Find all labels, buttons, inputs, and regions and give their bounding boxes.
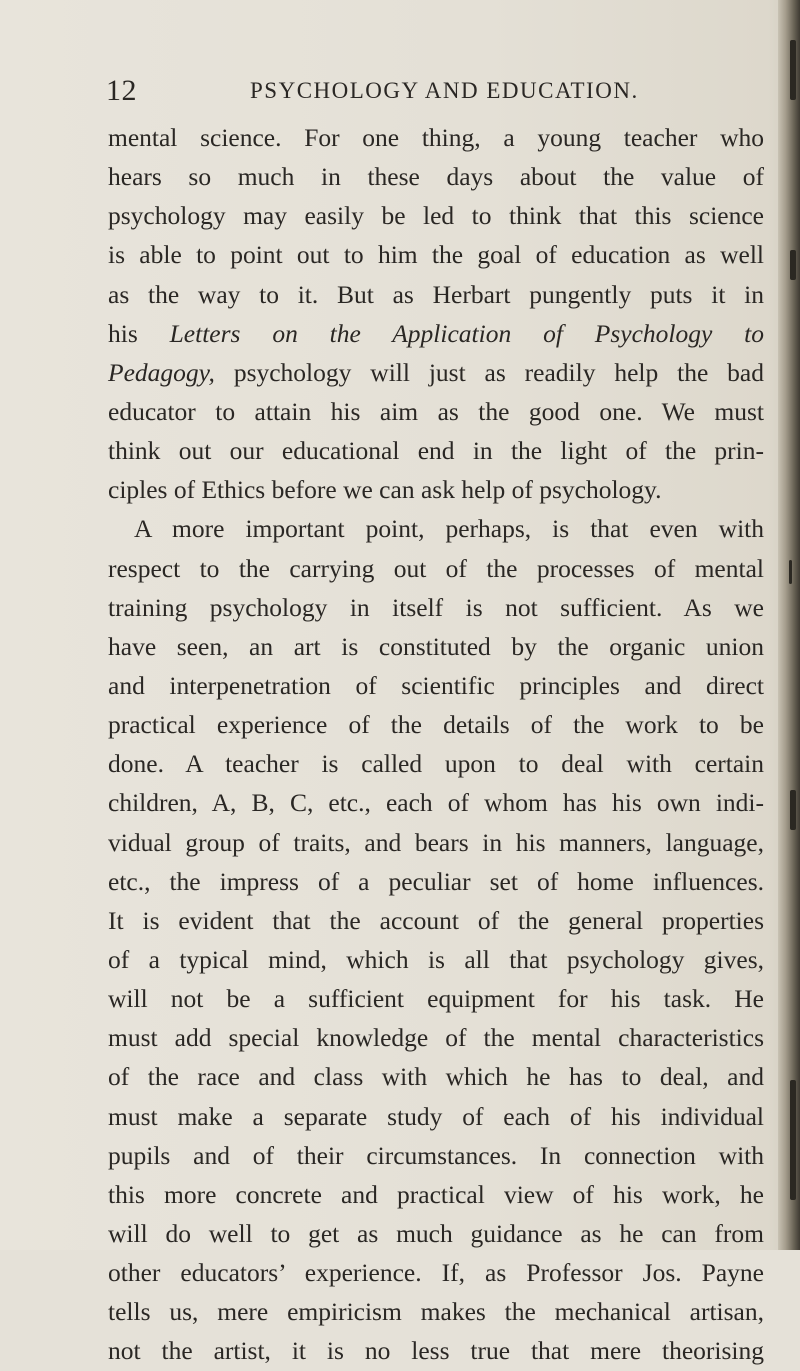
text-line: tells us, mere empiricism makes the mechanical artisan,	[108, 1297, 764, 1327]
book-title-italic: Letters on the Application of Psychology to	[169, 318, 764, 348]
text-line: educator to attain his aim as the good one. We must	[108, 396, 764, 426]
text-line: mental science. For one thing, a young teacher who	[108, 123, 764, 152]
text-line: done. A teacher is called upon to deal with certain	[108, 749, 764, 779]
text-line: etc., the impress of a peculiar set of home influences.	[108, 866, 764, 896]
text-line: vidual group of traits, and bears in his manners, language,	[108, 827, 764, 857]
spine-mark	[790, 250, 796, 280]
page-header	[106, 70, 766, 110]
text-line: practical experience of the details of the work to be	[108, 710, 764, 740]
text-line: as the way to it. But as Herbart pungently puts it in	[108, 279, 764, 309]
text-fragment: psychology will just as readily help the bad	[214, 357, 764, 387]
book-spine-shadow	[778, 0, 800, 1250]
text-line: have seen, an art is constituted by the organic union	[108, 631, 764, 661]
spine-mark	[790, 1080, 796, 1200]
text-line: other educators’ experience. If, as Professor Jos. Payne	[108, 1258, 764, 1288]
text-line: hears so much in these days about the value of	[108, 162, 764, 192]
text-fragment: his	[108, 318, 170, 348]
text-line: It is evident that the account of the general properties	[108, 905, 764, 935]
text-line: and interpenetration of scientific principles and direct	[108, 670, 764, 700]
spine-mark	[790, 40, 796, 100]
text-line-with-italic	[108, 314, 764, 353]
page-number: 12	[106, 74, 137, 107]
text-line: is able to point out to him the goal of education as well	[108, 240, 764, 270]
text-line: not the artist, it is no less true that mere theorising	[108, 1336, 764, 1366]
running-head: PSYCHOLOGY AND EDUCATION.	[250, 78, 639, 103]
text-line: pupils and of their circumstances. In connection with	[108, 1140, 764, 1170]
text-line: training psychology in itself is not sufficient. As we	[108, 592, 764, 622]
text-line-with-italic	[108, 353, 764, 392]
text-line: will not be a sufficient equipment for his task. He	[108, 984, 764, 1014]
text-line: of the race and class with which he has to deal, and	[108, 1062, 764, 1092]
spine-mark	[790, 790, 796, 830]
text-line: must add special knowledge of the mental characteristics	[108, 1023, 764, 1053]
text-line: will do well to get as much guidance as he can from	[108, 1218, 764, 1248]
text-line: this more concrete and practical view of his work, he	[108, 1179, 764, 1209]
text-line: ciples of Ethics before we can ask help of psychology.	[108, 475, 662, 505]
paragraph-start-line: A more important point, perhaps, is that even with	[134, 514, 764, 544]
text-line: must make a separate study of each of his individual	[108, 1101, 764, 1131]
spine-mark	[789, 560, 792, 584]
body-text	[108, 118, 764, 1371]
text-line: psychology may easily be led to think that this science	[108, 201, 764, 231]
text-line: respect to the carrying out of the processes of mental	[108, 553, 764, 583]
book-title-italic: Pedagogy,	[108, 357, 215, 387]
text-line: think out our educational end in the light of the prin-	[108, 436, 764, 466]
text-line: of a typical mind, which is all that psychology gives,	[108, 944, 764, 974]
text-line: children, A, B, C, etc., each of whom has his own indi-	[108, 788, 764, 818]
